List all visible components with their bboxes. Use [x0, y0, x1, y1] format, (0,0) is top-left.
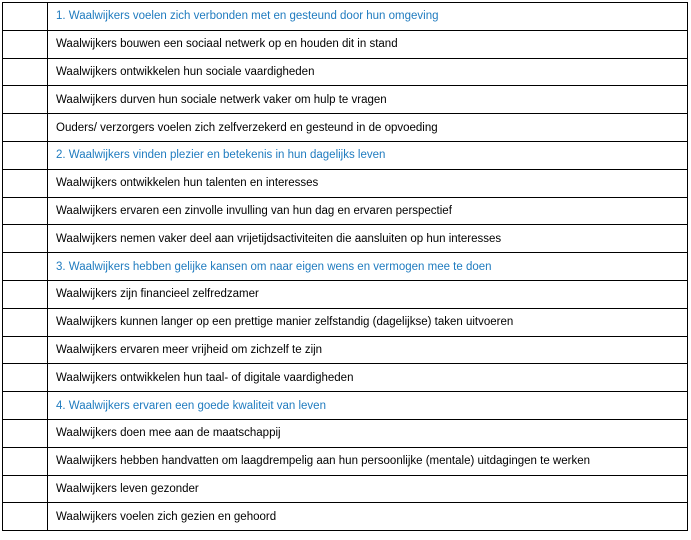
goal-item-row: [3, 503, 688, 531]
goal-heading-row: [3, 3, 688, 31]
goal-heading-text: 2. Waalwijkers vinden plezier en betekenis in hun dagelijks leven: [48, 141, 688, 169]
row-marker-cell: [3, 169, 48, 197]
goal-item-text: Waalwijkers doen mee aan de maatschappij: [48, 419, 688, 447]
goal-item-text: Waalwijkers durven hun sociale netwerk vaker om hulp te vragen: [48, 86, 688, 114]
goal-heading-text: 1. Waalwijkers voelen zich verbonden met en gesteund door hun omgeving: [48, 3, 688, 31]
row-marker-cell: [3, 225, 48, 253]
row-marker-cell: [3, 58, 48, 86]
goal-item-text: Waalwijkers bouwen een sociaal netwerk op en houden dit in stand: [48, 30, 688, 58]
row-marker-cell: [3, 503, 48, 531]
goal-item-row: [3, 447, 688, 475]
row-marker-cell: [3, 3, 48, 31]
goal-item-text: Waalwijkers leven gezonder: [48, 475, 688, 503]
goal-item-text: Waalwijkers ontwikkelen hun talenten en interesses: [48, 169, 688, 197]
goal-heading-row: [3, 253, 688, 281]
goal-item-row: [3, 30, 688, 58]
goal-item-text: Waalwijkers zijn financieel zelfredzamer: [48, 280, 688, 308]
row-marker-cell: [3, 141, 48, 169]
goal-item-row: [3, 169, 688, 197]
row-marker-cell: [3, 308, 48, 336]
row-marker-cell: [3, 114, 48, 142]
goal-item-text: Waalwijkers voelen zich gezien en gehoord: [48, 503, 688, 531]
goal-item-text: Ouders/ verzorgers voelen zich zelfverzekerd en gesteund in de opvoeding: [48, 114, 688, 142]
row-marker-cell: [3, 419, 48, 447]
goal-item-row: [3, 419, 688, 447]
goal-item-text: Waalwijkers ontwikkelen hun sociale vaardigheden: [48, 58, 688, 86]
goal-item-row: [3, 475, 688, 503]
row-marker-cell: [3, 86, 48, 114]
goal-item-row: [3, 114, 688, 142]
goal-heading-text: 3. Waalwijkers hebben gelijke kansen om naar eigen wens en vermogen mee te doen: [48, 253, 688, 281]
row-marker-cell: [3, 364, 48, 392]
goal-item-row: [3, 225, 688, 253]
goal-item-row: [3, 280, 688, 308]
goal-heading-text: 4. Waalwijkers ervaren een goede kwaliteit van leven: [48, 392, 688, 420]
row-marker-cell: [3, 253, 48, 281]
goal-item-text: Waalwijkers ervaren een zinvolle invulling van hun dag en ervaren perspectief: [48, 197, 688, 225]
goal-item-text: Waalwijkers kunnen langer op een prettige manier zelfstandig (dagelijkse) taken uitvoeren: [48, 308, 688, 336]
row-marker-cell: [3, 447, 48, 475]
goal-item-row: [3, 58, 688, 86]
goal-item-row: [3, 364, 688, 392]
row-marker-cell: [3, 280, 48, 308]
row-marker-cell: [3, 197, 48, 225]
goal-item-row: [3, 197, 688, 225]
row-marker-cell: [3, 475, 48, 503]
goals-table: [2, 2, 688, 531]
goal-item-row: [3, 336, 688, 364]
goal-item-text: Waalwijkers hebben handvatten om laagdrempelig aan hun persoonlijke (mentale) uitdagingen te werken: [48, 447, 688, 475]
goal-heading-row: [3, 141, 688, 169]
row-marker-cell: [3, 392, 48, 420]
goal-item-text: Waalwijkers ontwikkelen hun taal- of digitale vaardigheden: [48, 364, 688, 392]
row-marker-cell: [3, 336, 48, 364]
row-marker-cell: [3, 30, 48, 58]
goal-item-text: Waalwijkers nemen vaker deel aan vrijetijdsactiviteiten die aansluiten op hun interesses: [48, 225, 688, 253]
goal-heading-row: [3, 392, 688, 420]
goal-item-text: Waalwijkers ervaren meer vrijheid om zichzelf te zijn: [48, 336, 688, 364]
goal-item-row: [3, 308, 688, 336]
goal-item-row: [3, 86, 688, 114]
goals-table-body: [3, 3, 688, 531]
